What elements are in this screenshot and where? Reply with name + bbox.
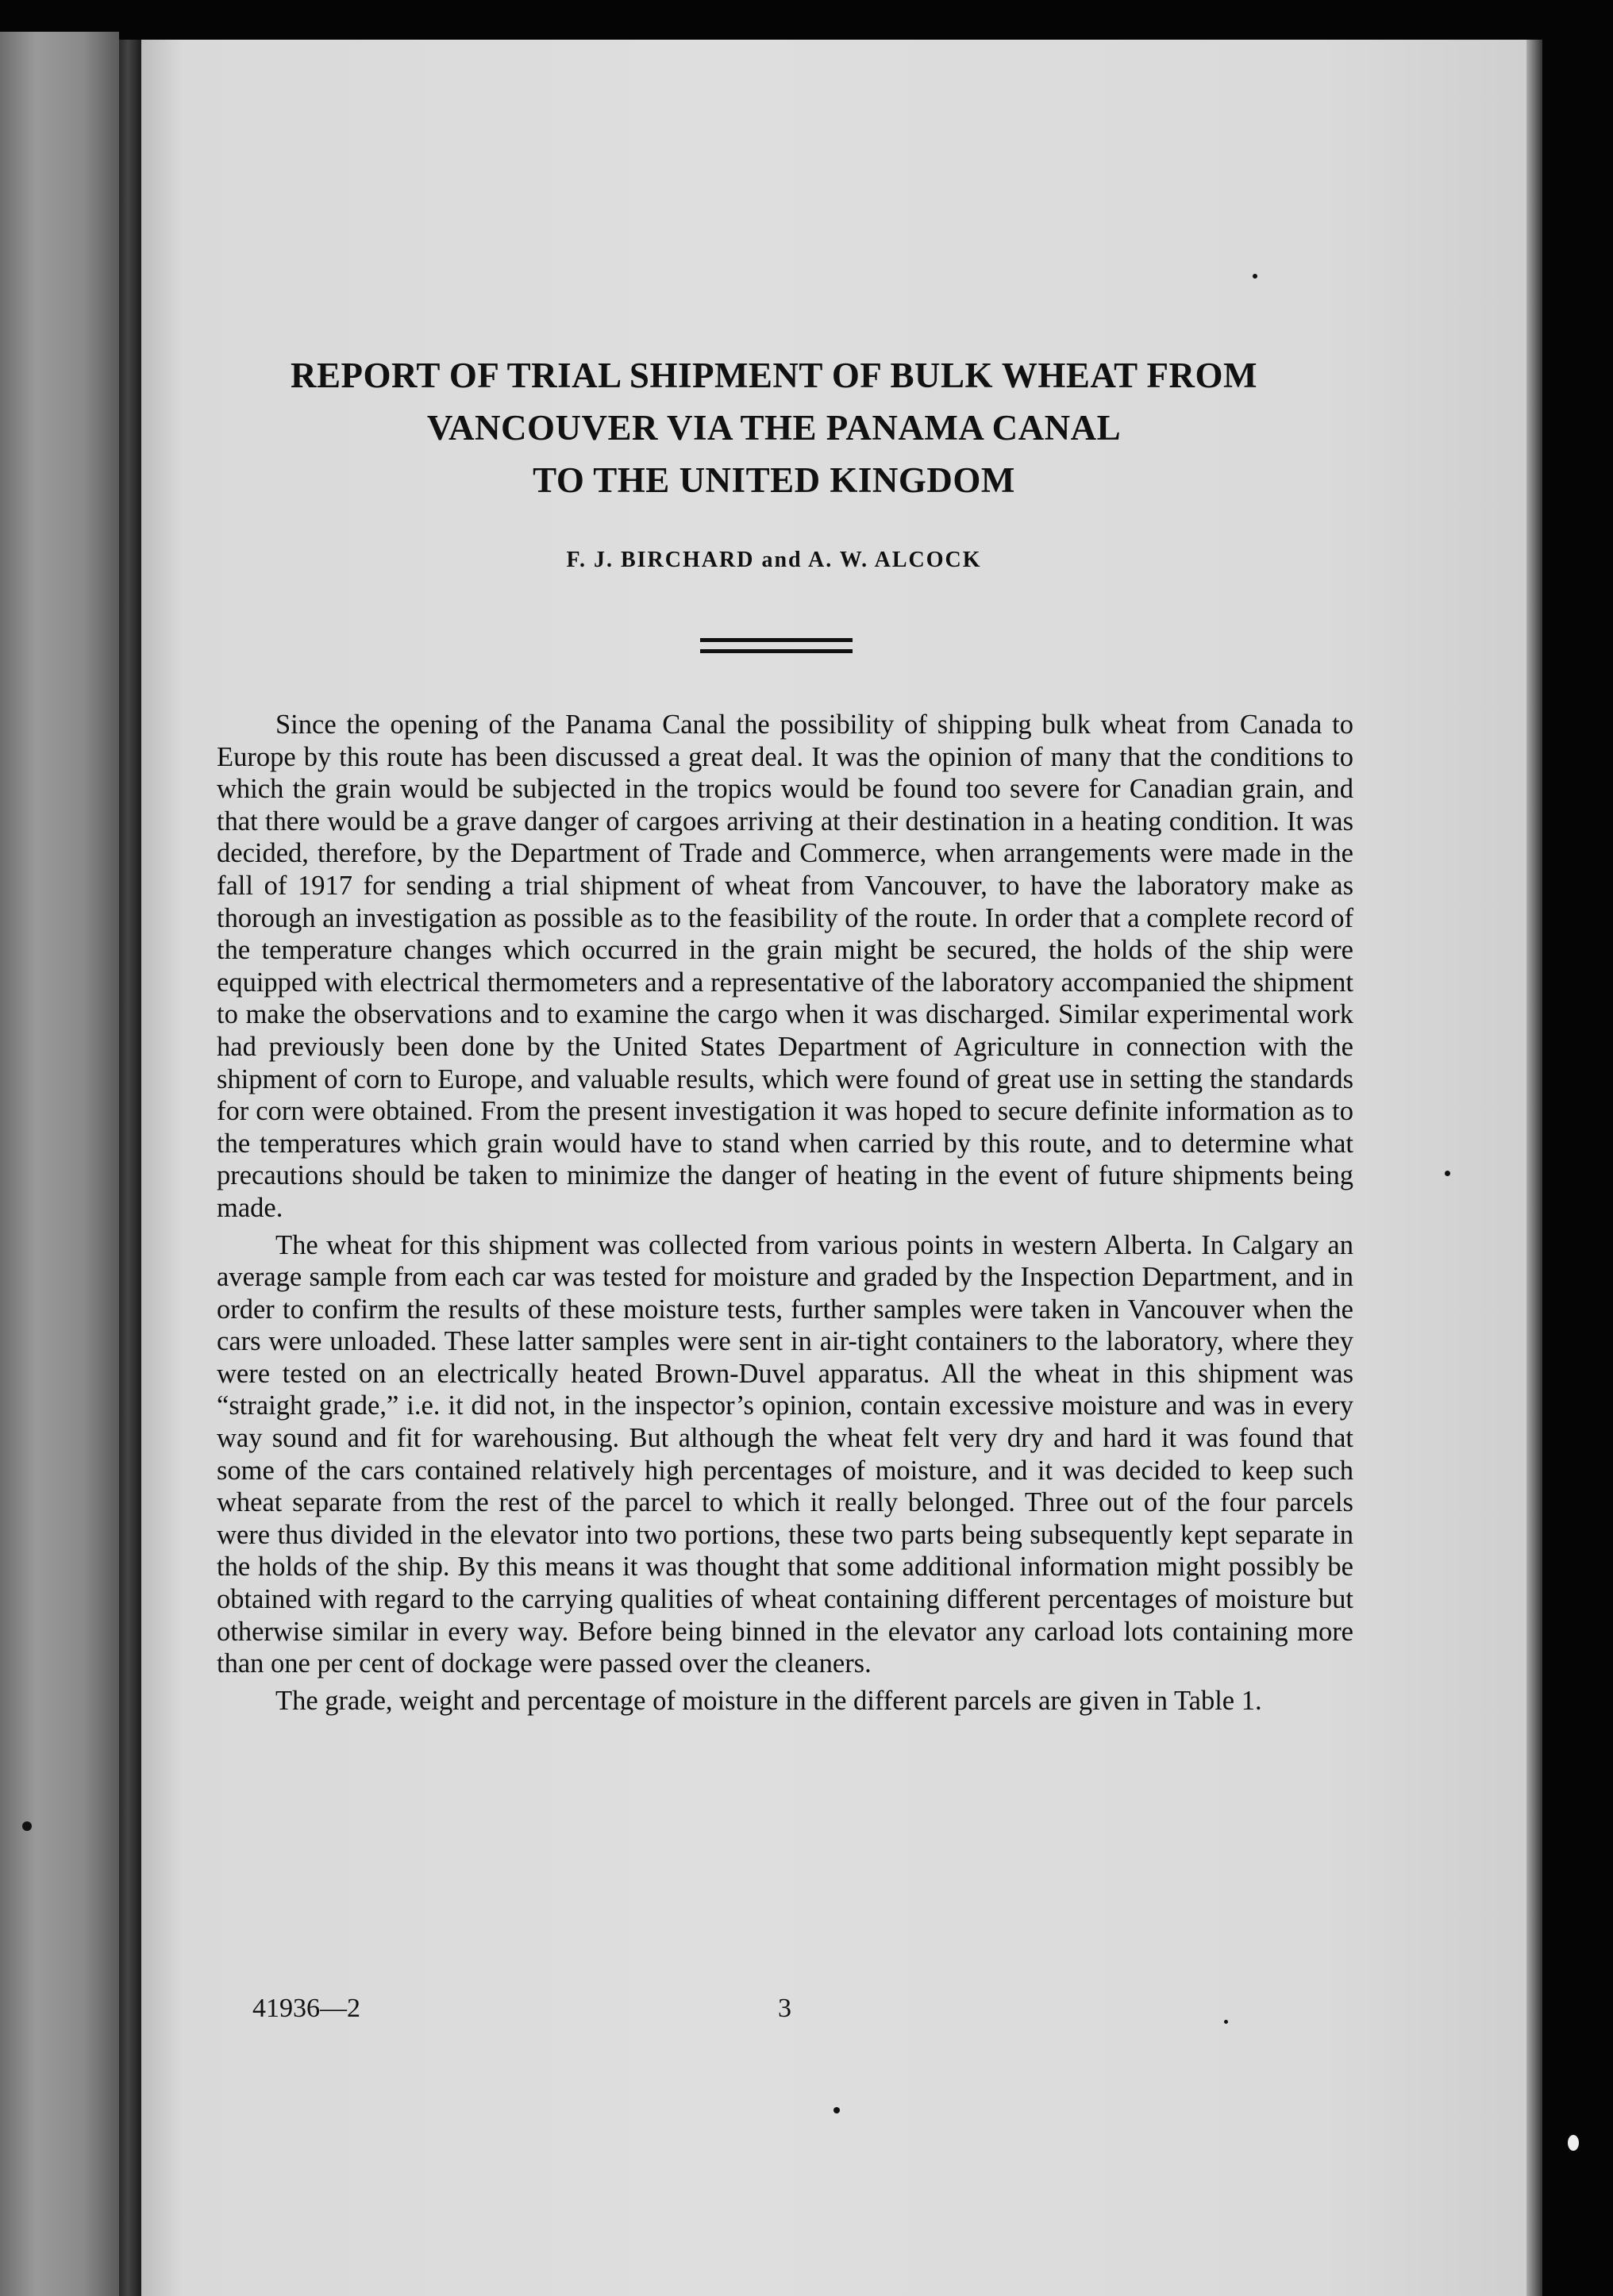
book-spine bbox=[119, 40, 141, 2296]
body-paragraph: The wheat for this shipment was collected from various points in western Alberta. In Calgary an average sample from each car was tested for moisture and graded by the Inspection Department, and in order to confirm the results of these moisture tests, further samples were taken in Vancouver when the cars were unloaded. These latter samples were sent in air-tight containers to the laboratory, where they were tested on an electrically heated Brown-Duvel apparatus. All the wheat in this shipment was “straight grade,” i.e. it did not, in the inspector’s opinion, contain excessive moisture and was in every way sound and fit for warehousing. But although the wheat felt very dry and hard it was found that some of the cars contained relatively high percentages of moisture, and it was decided to keep such wheat separate from the rest of the parcel to which it really belonged. Three out of the four parcels were thus divided in the elevator into two portions, these two parts being subsequently kept separate in the holds of the ship. By this means it was thought that some additional information might possibly be obtained with regard to the carrying qualities of wheat containing different percentages of moisture but otherwise similar in every way. Before being binned in the elevator any carload lots containing more than one per cent of dockage were passed over the cleaners. bbox=[217, 1229, 1353, 1679]
title-rule bbox=[700, 649, 853, 653]
scan-speck bbox=[22, 1821, 32, 1831]
title-rule bbox=[700, 638, 853, 642]
body-paragraph: Since the opening of the Panama Canal the possibility of shipping bulk wheat from Canada to Europe by this route has been discussed a great deal. It was the opinion of many that the conditions to which the grain would be subjected in the tropics would be found too severe for Canadian grain, and that there would be a grave danger of cargoes arriving at their destination in a heating condition. It was decided, therefore, by the Department of Trade and Commerce, when arrangements were made in the fall of 1917 for sending a trial shipment of wheat from Vancouver, to have the laboratory make as thorough an investigation as possible as to the feasibility of the route. In order that a complete record of the temperature changes which occurred in the grain might be secured, the holds of the ship were equipped with electrical thermometers and a representative of the laboratory accompanied the shipment to make the observations and to examine the cargo when it was discharged. Similar experimental work had previously been done by the United States Department of Agriculture in connection with the shipment of corn to Europe, and valuable results, which were found of great use in setting the standards for corn were obtained. From the present investigation it was hoped to secure definite information as to the temperatures which grain would have to stand when carried by this route, and to determine what precautions should be taken to minimize the danger of heating in the event of future shipments being made. bbox=[217, 710, 1353, 1223]
previous-page-edge bbox=[0, 32, 119, 2296]
scan-speck bbox=[833, 2107, 840, 2113]
scan-speck bbox=[1568, 2135, 1579, 2151]
document-body bbox=[217, 709, 1353, 1717]
title-line: VANCOUVER VIA THE PANAMA CANAL bbox=[426, 408, 1122, 448]
title-line: TO THE UNITED KINGDOM bbox=[533, 460, 1015, 500]
document-authors: F. J. BIRCHARD and A. W. ALCOCK bbox=[566, 548, 982, 572]
title-line: REPORT OF TRIAL SHIPMENT OF BULK WHEAT FROM bbox=[290, 356, 1258, 395]
document-title bbox=[183, 349, 1365, 506]
print-code: 41936—2 bbox=[252, 1994, 360, 2023]
page-number: 3 bbox=[778, 1994, 791, 2023]
scan-speck bbox=[1445, 1171, 1450, 1176]
body-paragraph: The grade, weight and percentage of moisture in the different parcels are given in Table 1. bbox=[275, 1685, 1262, 1716]
scan-speck bbox=[1253, 274, 1257, 279]
page-right-edge bbox=[1526, 40, 1542, 2296]
scan-speck bbox=[1224, 2020, 1228, 2024]
